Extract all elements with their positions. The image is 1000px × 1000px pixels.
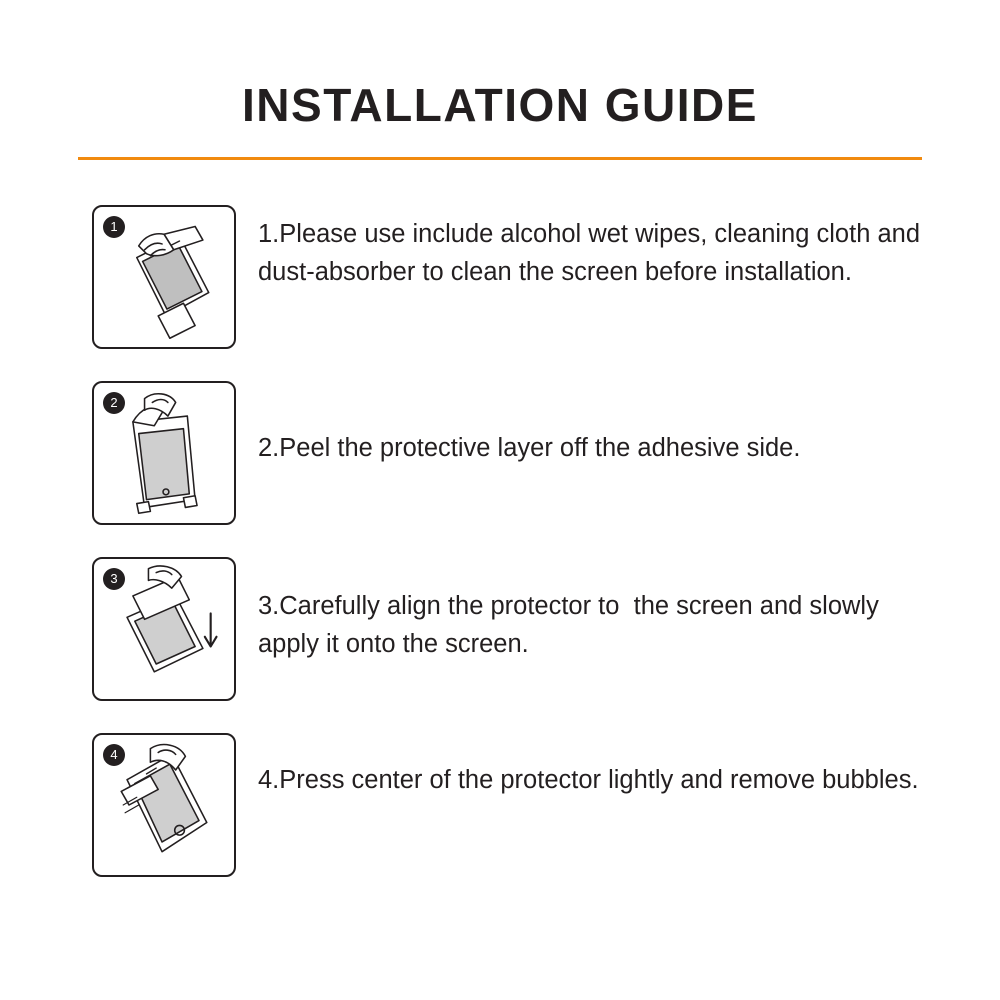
list-item [0, 733, 1000, 877]
step-3-text: 3.Carefully align the protector to the screen and slowly apply it onto the screen. [258, 592, 886, 658]
title-divider [78, 157, 922, 160]
step-1-text: 1.Please use include alcohol wet wipes, cleaning cloth and dust-absorber to clean the screen before installation. [258, 220, 928, 286]
step-2-badge: 2 [103, 392, 125, 414]
step-4-badge: 4 [103, 744, 125, 766]
step-3-badge: 3 [103, 568, 125, 590]
step-1-badge: 1 [103, 216, 125, 238]
list-item [0, 557, 1000, 701]
step-2-text: 2.Peel the protective layer off the adhesive side. [258, 434, 801, 462]
step-4-text: 4.Press center of the protector lightly and remove bubbles. [258, 766, 919, 794]
page-title: INSTALLATION GUIDE [242, 79, 758, 131]
step-2-figure [92, 381, 236, 525]
steps-list [0, 205, 1000, 877]
step-3-figure [92, 557, 236, 701]
list-item [0, 205, 1000, 349]
list-item [0, 381, 1000, 525]
step-4-figure [92, 733, 236, 877]
step-1-figure [92, 205, 236, 349]
